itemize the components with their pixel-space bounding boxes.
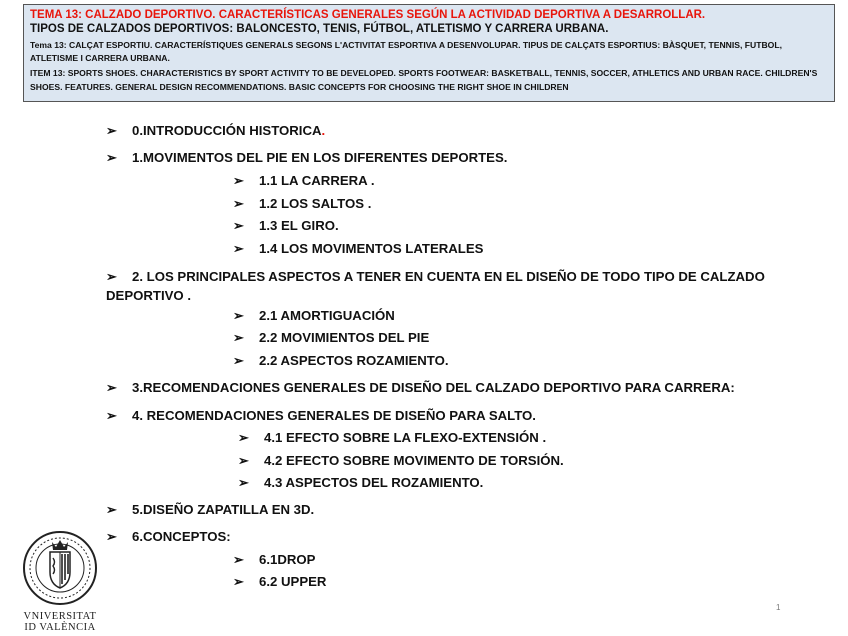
title-english: ITEM 13: SPORTS SHOES. CHARACTERISTICS BY SPORT ACTIVITY TO BE DEVELOPED. SPORTS FOOTWEAR: BASKETBALL, TENNIS, SOCCER, ATHLETICS AND URBAN RACE. CHILDREN'S SHOES. FEATURES. GENERAL DESIGN RECOMMENDATIONS. BASIC CONCEPTS FOR CHOOSING THE RIGHT SHOE IN CHILDREN <box>30 68 818 92</box>
arrow-bullet-icon: ➢ <box>233 552 244 567</box>
arrow-bullet-icon: ➢ <box>238 475 249 490</box>
outline-item-label: 4.3 ASPECTOS DEL ROZAMIENTO. <box>264 475 484 490</box>
outline-item-0 <box>106 123 325 139</box>
outline-item-2 <box>106 267 806 305</box>
outline-subitem-1-2 <box>233 196 371 212</box>
outline-item-label: 5.DISEÑO ZAPATILLA EN 3D. <box>132 502 315 517</box>
arrow-bullet-icon: ➢ <box>233 353 244 368</box>
outline-item-label: 1.1 LA CARRERA . <box>259 173 375 188</box>
outline-subitem-1-4 <box>233 241 483 257</box>
arrow-bullet-icon: ➢ <box>233 173 244 188</box>
university-logo <box>14 528 106 634</box>
outline-subitem-1-3 <box>233 218 339 234</box>
outline-item-6 <box>106 529 231 545</box>
arrow-bullet-icon: ➢ <box>106 380 117 395</box>
outline-item-label: 1.2 LOS SALTOS . <box>259 196 372 211</box>
outline-subitem-4-1 <box>238 430 546 446</box>
university-seal-icon <box>14 528 106 606</box>
arrow-bullet-icon: ➢ <box>233 196 244 211</box>
arrow-bullet-icon: ➢ <box>106 408 117 423</box>
outline-item-4 <box>106 408 536 424</box>
university-name: VNIVERSITAT ID VALÈNCIA <box>23 611 97 634</box>
outline-item-label: 2.2 MOVIMIENTOS DEL PIE <box>259 330 430 345</box>
outline-item-label: 0.INTRODUCCIÓN HISTORICA. <box>132 123 326 138</box>
page-number: 1 <box>776 603 781 612</box>
outline-item-3 <box>106 380 735 396</box>
outline-subitem-4-3 <box>238 475 483 491</box>
outline-item-label: 2.2 ASPECTOS ROZAMIENTO. <box>259 353 449 368</box>
arrow-bullet-icon: ➢ <box>106 529 117 544</box>
outline-item-label: 4. RECOMENDACIONES GENERALES DE DISEÑO PARA SALTO. <box>132 408 536 423</box>
outline-subitem-2-1 <box>233 308 395 324</box>
outline-item-label: 1.MOVIMENTOS DEL PIE EN LOS DIFERENTES DEPORTES. <box>132 150 508 165</box>
outline-item-label: 1.3 EL GIRO. <box>259 218 339 233</box>
outline-item-label: 1.4 LOS MOVIMENTOS LATERALES <box>259 241 484 256</box>
outline-item-1 <box>106 150 507 166</box>
outline-item-label: 6.CONCEPTOS: <box>132 529 231 544</box>
tema-label: TEMA 13 <box>30 9 79 21</box>
arrow-bullet-icon: ➢ <box>233 308 244 323</box>
outline-item-label: 2. LOS PRINCIPALES ASPECTOS A TENER EN CUENTA EN EL DISEÑO DE TODO TIPO DE CALZADO DEPORTIVO . <box>106 269 765 303</box>
outline-subitem-6-2 <box>233 574 326 590</box>
arrow-bullet-icon: ➢ <box>233 241 244 256</box>
outline-item-label: 6.2 UPPER <box>259 574 327 589</box>
outline-item-label: 4.2 EFECTO SOBRE MOVIMENTO DE TORSIÓN. <box>264 453 564 468</box>
title-catalan: Tema 13: CALÇAT ESPORTIU. CARACTERÍSTIQUES GENERALS SEGONS L'ACTIVITAT ESPORTIVA A DESENVOLUPAR. TIPUS DE CALÇATS ESPORTIUS: BÀSQUET, TENNIS, FUTBOL, ATLETISME I CARRERA URBANA. <box>30 39 782 64</box>
outline-subitem-2-3 <box>233 353 449 369</box>
outline-item-label: 6.1DROP <box>259 552 316 567</box>
outline-item-label: 2.1 AMORTIGUACIÓN <box>259 308 395 323</box>
arrow-bullet-icon: ➢ <box>233 330 244 345</box>
arrow-bullet-icon: ➢ <box>106 269 117 284</box>
outline-item-5 <box>106 502 314 518</box>
arrow-bullet-icon: ➢ <box>106 123 117 138</box>
outline-subitem-2-2 <box>233 330 429 346</box>
arrow-bullet-icon: ➢ <box>238 453 249 468</box>
outline-item-label: 4.1 EFECTO SOBRE LA FLEXO-EXTENSIÓN . <box>264 430 547 445</box>
outline-subitem-1-1 <box>233 173 375 189</box>
outline-item-label: 3.RECOMENDACIONES GENERALES DE DISEÑO DEL CALZADO DEPORTIVO PARA CARRERA: <box>132 380 735 395</box>
arrow-bullet-icon: ➢ <box>233 218 244 233</box>
arrow-bullet-icon: ➢ <box>106 502 117 517</box>
tema-title: : CALZADO DEPORTIVO. CARACTERÍSTICAS GENERALES SEGÚN LA ACTIVIDAD DEPORTIVA A DESARROLLAR. <box>78 9 706 21</box>
arrow-bullet-icon: ➢ <box>106 150 117 165</box>
arrow-bullet-icon: ➢ <box>238 430 249 445</box>
outline-subitem-4-2 <box>238 453 564 469</box>
arrow-bullet-icon: ➢ <box>233 574 244 589</box>
outline-subitem-6-1 <box>233 552 315 568</box>
subtitle-spanish: TIPOS DE CALZADOS DEPORTIVOS: BALONCESTO, TENIS, FÚTBOL, ATLETISMO Y CARRERA URBANA. <box>30 23 609 36</box>
